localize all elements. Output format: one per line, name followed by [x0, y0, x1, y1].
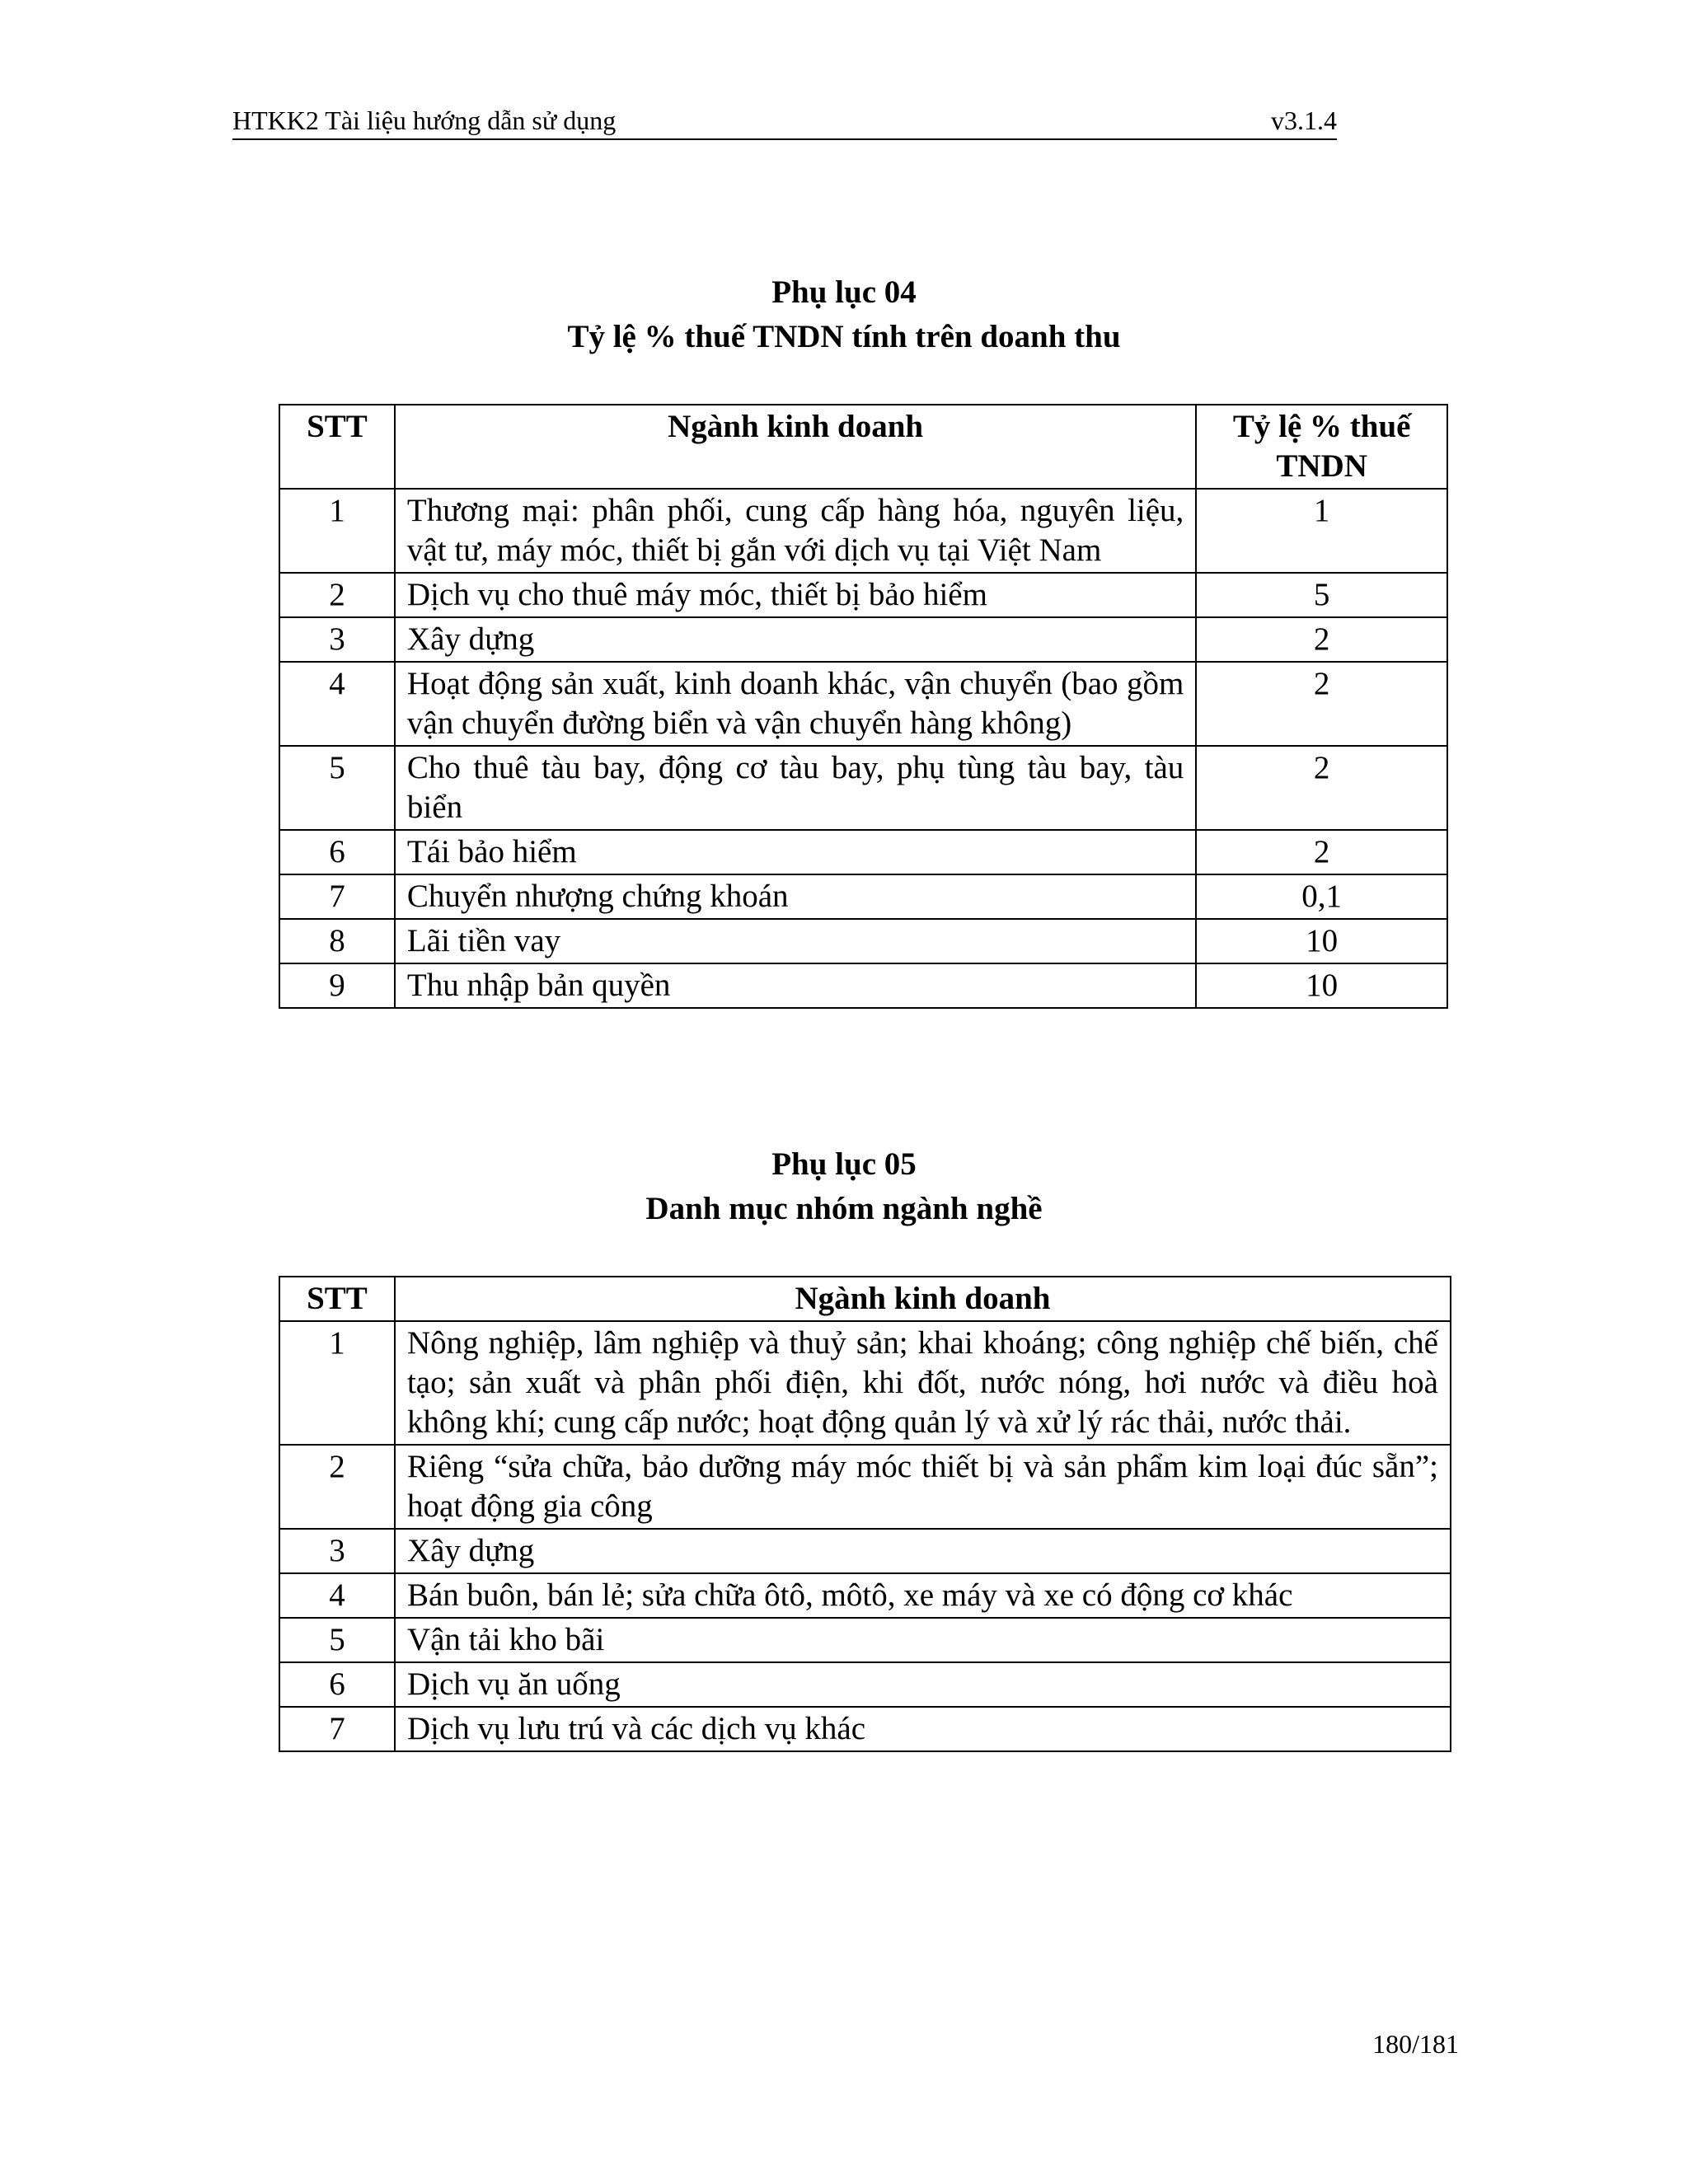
row-rate: 10 [1196, 963, 1447, 1008]
column-header-rate: Tỷ lệ % thuế TNDN [1196, 405, 1447, 489]
table-row [279, 874, 1447, 919]
row-sector: Dịch vụ ăn uống [395, 1662, 1451, 1707]
row-sector: Thương mại: phân phối, cung cấp hàng hóa, nguyên liệu, vật tư, máy móc, thiết bị gắn với dịch vụ tại Việt Nam [395, 489, 1196, 573]
table-row [279, 963, 1447, 1008]
sector-group-table [279, 1276, 1451, 1752]
row-stt: 6 [279, 830, 395, 874]
appendix-04-heading [0, 270, 1688, 359]
page-header [232, 105, 1337, 140]
row-sector: Vận tải kho bãi [395, 1618, 1451, 1662]
row-stt: 4 [279, 1573, 395, 1618]
table-row [279, 662, 1447, 746]
table-row [279, 1618, 1451, 1662]
row-sector: Thu nhập bản quyền [395, 963, 1196, 1008]
row-rate: 5 [1196, 573, 1447, 617]
row-stt: 2 [279, 1445, 395, 1529]
row-stt: 3 [279, 1529, 395, 1573]
row-rate: 2 [1196, 617, 1447, 662]
row-sector: Bán buôn, bán lẻ; sửa chữa ôtô, môtô, xe máy và xe có động cơ khác [395, 1573, 1451, 1618]
row-sector: Chuyển nhượng chứng khoán [395, 874, 1196, 919]
appendix-05-heading [0, 1142, 1688, 1231]
table-row [279, 489, 1447, 573]
row-sector: Tái bảo hiểm [395, 830, 1196, 874]
page-number: 180/181 [1372, 2029, 1459, 2059]
tax-rate-table [279, 404, 1448, 1009]
row-sector: Nông nghiệp, lâm nghiệp và thuỷ sản; khai khoáng; công nghiệp chế biến, chế tạo; sản xuất và phân phối điện, khi đốt, nước nóng, hơi nước và điều hoà không khí; cung cấp nước; hoạt động quản lý và xử lý rác thải, nước thải. [395, 1321, 1451, 1445]
table-row [279, 1573, 1451, 1618]
table-row [279, 830, 1447, 874]
row-stt: 9 [279, 963, 395, 1008]
row-sector: Cho thuê tàu bay, động cơ tàu bay, phụ tùng tàu bay, tàu biển [395, 746, 1196, 830]
row-sector: Xây dựng [395, 1529, 1451, 1573]
table-header-row [279, 1277, 1451, 1321]
row-sector: Dịch vụ cho thuê máy móc, thiết bị bảo hiểm [395, 573, 1196, 617]
row-stt: 5 [279, 1618, 395, 1662]
row-rate: 0,1 [1196, 874, 1447, 919]
row-stt: 6 [279, 1662, 395, 1707]
table-row [279, 1707, 1451, 1751]
row-stt: 1 [279, 1321, 395, 1445]
row-rate: 2 [1196, 830, 1447, 874]
column-header-sector: Ngành kinh doanh [395, 1277, 1451, 1321]
appendix-04-title: Tỷ lệ % thuế TNDN tính trên doanh thu [567, 319, 1121, 354]
row-rate: 2 [1196, 662, 1447, 746]
table-header-row [279, 405, 1447, 489]
row-sector: Hoạt động sản xuất, kinh doanh khác, vận chuyển (bao gồm vận chuyển đường biển và vận chuyển hàng không) [395, 662, 1196, 746]
table-row [279, 1321, 1451, 1445]
row-stt: 8 [279, 919, 395, 963]
appendix-04-label: Phụ lục 04 [771, 274, 917, 310]
row-rate: 10 [1196, 919, 1447, 963]
table-row [279, 746, 1447, 830]
table-row [279, 1662, 1451, 1707]
row-stt: 5 [279, 746, 395, 830]
table-row [279, 919, 1447, 963]
column-header-stt: STT [279, 1277, 395, 1321]
row-sector: Lãi tiền vay [395, 919, 1196, 963]
row-stt: 4 [279, 662, 395, 746]
table-row [279, 1445, 1451, 1529]
row-rate: 2 [1196, 746, 1447, 830]
row-stt: 3 [279, 617, 395, 662]
column-header-sector: Ngành kinh doanh [395, 405, 1196, 489]
row-stt: 7 [279, 1707, 395, 1751]
table-row [279, 573, 1447, 617]
table-row [279, 617, 1447, 662]
appendix-05-title: Danh mục nhóm ngành nghề [645, 1191, 1043, 1226]
column-header-stt: STT [279, 405, 395, 489]
row-stt: 2 [279, 573, 395, 617]
row-rate: 1 [1196, 489, 1447, 573]
row-sector: Riêng “sửa chữa, bảo dưỡng máy móc thiết bị và sản phẩm kim loại đúc sẵn”; hoạt động gia công [395, 1445, 1451, 1529]
row-stt: 1 [279, 489, 395, 573]
row-stt: 7 [279, 874, 395, 919]
row-sector: Xây dựng [395, 617, 1196, 662]
appendix-05-label: Phụ lục 05 [771, 1146, 917, 1182]
document-title: HTKK2 Tài liệu hướng dẫn sử dụng [232, 105, 617, 135]
table-row [279, 1529, 1451, 1573]
row-sector: Dịch vụ lưu trú và các dịch vụ khác [395, 1707, 1451, 1751]
document-version: v3.1.4 [1271, 105, 1337, 135]
